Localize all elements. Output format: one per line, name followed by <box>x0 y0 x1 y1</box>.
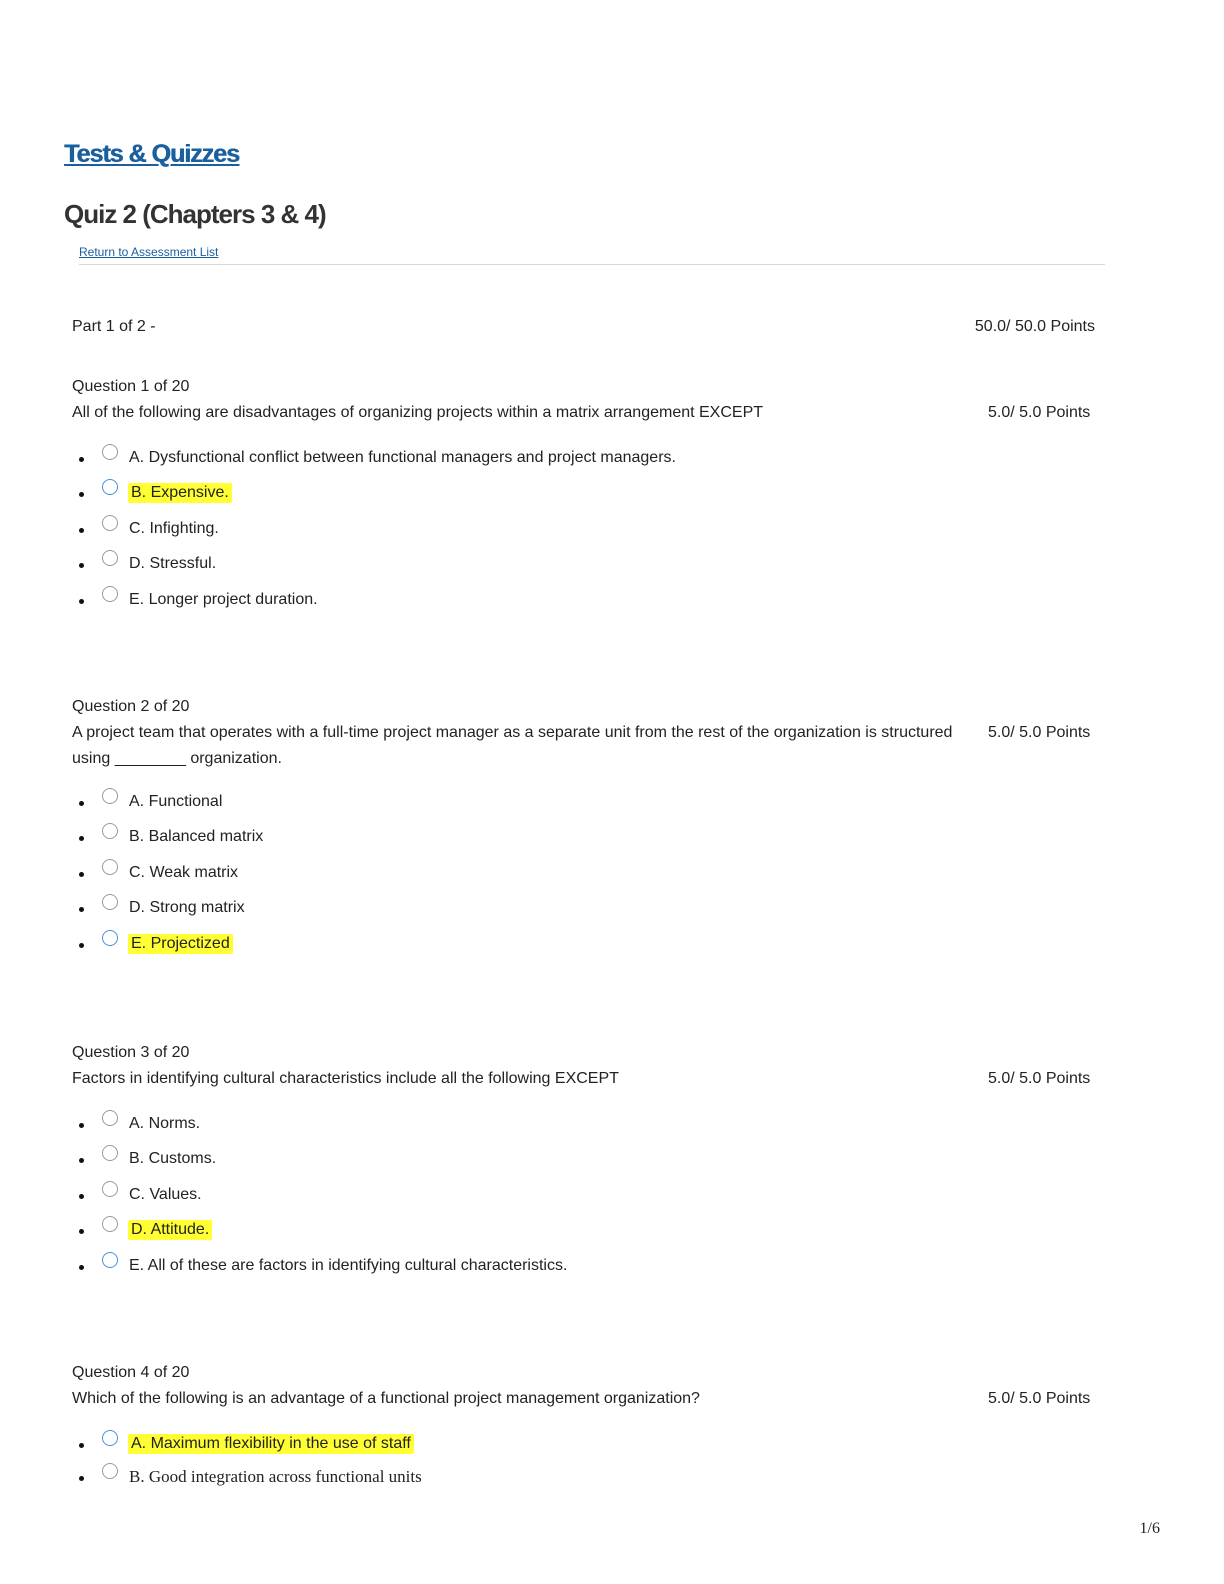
question-1 <box>72 376 1112 621</box>
bullet-icon <box>79 1158 84 1163</box>
choice-item <box>72 1216 1112 1251</box>
bullet-icon <box>79 1443 84 1448</box>
bullet-icon <box>79 943 84 948</box>
choice-label: B. Customs. <box>129 1150 217 1168</box>
choice-label: C. Weak matrix <box>129 863 239 881</box>
bullet-icon <box>79 1229 84 1234</box>
radio-button[interactable] <box>102 550 118 566</box>
radio-button[interactable] <box>102 1145 118 1161</box>
choice-label: C. Values. <box>129 1185 202 1203</box>
bullet-icon <box>79 1476 84 1481</box>
choice-label: A. Dysfunctional conflict between functional managers and project managers. <box>129 449 676 466</box>
radio-button-selected[interactable] <box>102 1430 118 1446</box>
bullet-icon <box>79 836 84 841</box>
question-3 <box>72 1042 1112 1287</box>
radio-button[interactable] <box>102 1110 118 1126</box>
header-divider <box>79 264 1105 265</box>
choice-item <box>72 586 1112 621</box>
bullet-icon <box>79 1123 84 1128</box>
radio-button[interactable] <box>102 515 118 531</box>
choice-item <box>72 444 1112 479</box>
radio-button-selected[interactable] <box>102 930 118 946</box>
bullet-icon <box>79 599 84 604</box>
choice-label: E. All of these are factors in identifying cultural characteristics. <box>129 1256 568 1274</box>
page-title: Quiz 2 (Chapters 3 & 4) <box>64 199 326 229</box>
choice-label: A. Norms. <box>129 1115 201 1132</box>
choice-label-selected: E. Projectized <box>128 934 233 954</box>
question-number: Question 4 of 20 <box>72 1364 190 1381</box>
question-text: Factors in identifying cultural characteristics include all the following EXCEPT <box>72 1070 619 1087</box>
choice-list <box>72 788 1112 965</box>
bullet-icon <box>79 492 84 497</box>
choice-label-selected: D. Attitude. <box>128 1220 212 1240</box>
radio-button[interactable] <box>102 586 118 602</box>
choice-item <box>72 1463 1112 1498</box>
breadcrumb-tests-quizzes[interactable]: Tests & Quizzes <box>64 140 239 168</box>
choice-item <box>72 1181 1112 1216</box>
question-4 <box>72 1362 1112 1498</box>
choice-item <box>72 1110 1112 1145</box>
page-number: 1/6 <box>1139 1520 1160 1537</box>
question-text: All of the following are disadvantages of organizing projects within a matrix arrangement EXCEPT <box>72 404 764 421</box>
choice-label: E. Longer project duration. <box>129 590 318 608</box>
choice-item <box>72 1145 1112 1180</box>
choice-label: D. Stressful. <box>129 555 217 573</box>
choice-item <box>72 930 1112 965</box>
bullet-icon <box>79 528 84 533</box>
part-label: Part 1 of 2 - <box>72 318 156 335</box>
question-text: Which of the following is an advantage of a functional project management organization? <box>72 1390 700 1407</box>
question-points: 5.0/ 5.0 Points <box>988 1070 1091 1087</box>
choice-label: B. Balanced matrix <box>129 828 264 846</box>
bullet-icon <box>79 1194 84 1199</box>
choice-item <box>72 894 1112 929</box>
radio-button[interactable] <box>102 859 118 875</box>
radio-button[interactable] <box>102 1463 118 1479</box>
radio-button-selected[interactable] <box>102 1216 118 1232</box>
bullet-icon <box>79 907 84 912</box>
bullet-icon <box>79 1265 84 1270</box>
choice-label-selected: B. Expensive. <box>128 483 232 503</box>
choice-item <box>72 823 1112 858</box>
radio-button[interactable] <box>102 894 118 910</box>
radio-button[interactable] <box>102 788 118 804</box>
choice-label: B. Good integration across functional units <box>129 1467 422 1486</box>
question-text: A project team that operates with a full-time project manager as a separate unit from the rest of the organization is structured using ________ organization. <box>72 724 953 767</box>
question-2 <box>72 696 1112 965</box>
choice-item <box>72 1430 1112 1463</box>
choice-item <box>72 859 1112 894</box>
choice-item <box>72 788 1112 823</box>
choice-label: D. Strong matrix <box>129 899 245 917</box>
radio-button[interactable] <box>102 444 118 460</box>
radio-button[interactable] <box>102 1252 118 1268</box>
bullet-icon <box>79 801 84 806</box>
choice-item <box>72 479 1112 514</box>
bullet-icon <box>79 563 84 568</box>
choice-label: A. Functional <box>129 793 223 810</box>
question-points: 5.0/ 5.0 Points <box>988 1390 1091 1407</box>
choice-item <box>72 550 1112 585</box>
question-number: Question 2 of 20 <box>72 698 190 715</box>
choice-item <box>72 1252 1112 1287</box>
question-points: 5.0/ 5.0 Points <box>988 404 1091 421</box>
choice-item <box>72 515 1112 550</box>
question-points: 5.0/ 5.0 Points <box>988 724 1091 741</box>
return-to-assessment-list-link[interactable]: Return to Assessment List <box>79 245 219 259</box>
radio-button-selected[interactable] <box>102 479 118 495</box>
choice-label-selected: A. Maximum flexibility in the use of staff <box>128 1434 414 1454</box>
choice-list <box>72 444 1112 621</box>
part-points: 50.0/ 50.0 Points <box>974 318 1095 335</box>
bullet-icon <box>79 457 84 462</box>
choice-list <box>72 1110 1112 1287</box>
radio-button[interactable] <box>102 1181 118 1197</box>
radio-button[interactable] <box>102 823 118 839</box>
question-number: Question 3 of 20 <box>72 1044 190 1061</box>
bullet-icon <box>79 872 84 877</box>
choice-list <box>72 1430 1112 1498</box>
choice-label: C. Infighting. <box>129 519 219 537</box>
question-number: Question 1 of 20 <box>72 378 190 395</box>
